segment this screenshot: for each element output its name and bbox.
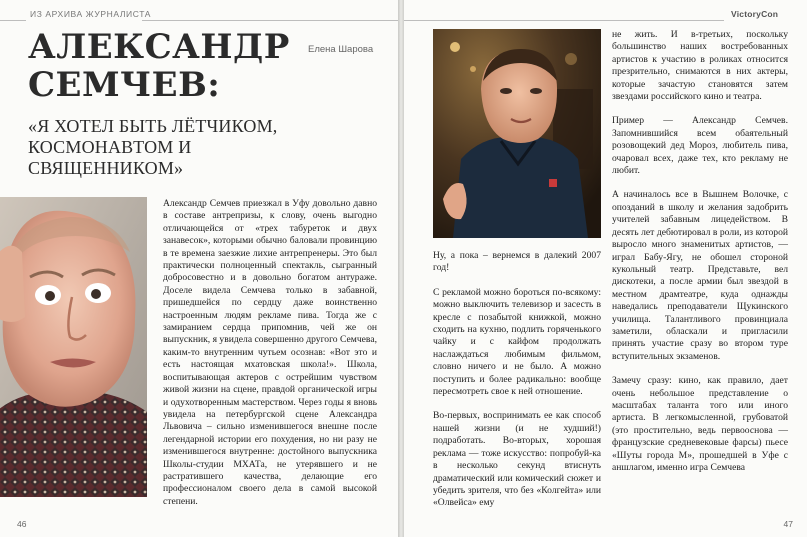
right-column-1 xyxy=(433,250,601,510)
header-rule xyxy=(404,20,724,21)
article-title xyxy=(28,28,290,104)
left-page xyxy=(0,0,398,537)
paragraph: не жить. И в-третьих, поскольку большинство наших востребованных артистов к участию в роликах относится презрительно, снимаются в них актеры, которые зачастую становятся затем звездами российского кино и театра. xyxy=(612,29,788,103)
paragraph: Пример — Александр Семчев. Запомнившийся всем обаятельный розовощекий дед Мороз, любитель пива, очаровал всех, даже тех, кто рекламу не любит. xyxy=(612,115,788,177)
section-label: ИЗ АРХИВА ЖУРНАЛИСТА xyxy=(30,9,151,19)
paragraph: Замечу сразу: кино, как правило, дает очень небольшое представление о масштабах таланта того или иного артиста. В легкомысленной, грубоватой (это простительно, ведь первоосновa — французские средневековые фарсы) пьесе «Шуты города М», прошедшей в Уфе с аншлагом, именно игра Семчева xyxy=(612,375,788,473)
left-body-column xyxy=(163,198,377,508)
page-number-right: 47 xyxy=(783,519,793,529)
header-rule-right xyxy=(142,20,398,21)
article-subtitle: «Я ХОТЕЛ БЫТЬ ЛЁТЧИКОМ, КОСМОНАВТОМ И СВЯЩЕННИКОМ» xyxy=(28,116,278,178)
page-number-left: 46 xyxy=(17,519,27,529)
paragraph: Ну, а пока – вернемся в далекий 2007 год! xyxy=(433,250,601,274)
right-column-2 xyxy=(612,29,788,474)
brand-label: VictoryCon xyxy=(731,9,779,19)
article-photo xyxy=(433,29,601,238)
title-line-1: АЛЕКСАНДР xyxy=(28,27,290,67)
portrait-photo xyxy=(0,197,147,497)
paragraph: А начиналось все в Вышнем Волочке, с опозданий в школу и желания задобрить учителей забавным лицедейством. В десять лет дебютировал в роли, из которой выросло много знаменитых артистов, — играл Бабу-Ягу, не обошел стороной кукольный театр. Представьте, вел дискотеки, а после армии был звездой в местном драмтеатре, куда однажды наведались преподаватели Щукинского училища. Талантливого провинциала заметили, обласкали и пригласили принять участие сразу во втором туре вступительных экзаменов. xyxy=(612,189,788,362)
header-rule-left xyxy=(0,20,26,21)
paragraph: Александр Семчев приезжал в Уфу довольно давно в составе антрепризы, к слову, очень выгодно отличающейся от «трех табуреток и двух занавесок», которыми обычно баловали провинцию в те времена заезжие лихие антрепренеры. Это был практически полноценный спектакль, сыгранный добросовестно и в довольно богатом антураже. Доселе видела Семчева только в забавной, пришедшейся по сердцу даже воинственно настроенным людям рекламе пива. Тогда же с замиранием сердца припомнив, чей же он выпускник, я увидела совершенно другого Семчева, каким-то внутренним чутьем осознав: «Вот это и есть настоящая мхатовская школа!». Школа, воспитывающая актеров с острейшим чувством живой жизни на сцене, правдой органической игры и одухотворенным мастерством. Через годы я вновь увидела на петербургской сцене Александра Львовича – сильно изменившегося внешне после легендарной истории его похудения, но ни разу не изменившегося внутренне: достойного выпускника Школы-студии МХАТа, не утерявшего и не растратившего качества, делающие его профессионалом своего дела в самой высокой степени. xyxy=(163,198,377,507)
right-page xyxy=(404,0,807,537)
title-line-2: СЕМЧЕВ: xyxy=(28,65,221,105)
paragraph: Во-первых, воспринимать ее как способ нашей жизни (и не худший!) подработать. Во-вторых, хорошая реклама — тоже искусство: попробуй-ка в несколько секунд втиснуть драматический или комический сюжет и убедить зрителя, что без «Колгейта» или «Олвейса» ему xyxy=(433,410,601,509)
author-name: Елена Шарова xyxy=(308,44,374,55)
paragraph: С рекламой можно бороться по-всякому: можно выключить телевизор и засесть в кресле с позабытой книжкой, можно сходить на кухню, подлить горяченького чайку и с кайфом продолжать наслаждаться любимым фильмом, словно ничего и не было. А можно поступить и более радикально: вообще пересмотреть свое к ней отношение. xyxy=(433,286,601,398)
